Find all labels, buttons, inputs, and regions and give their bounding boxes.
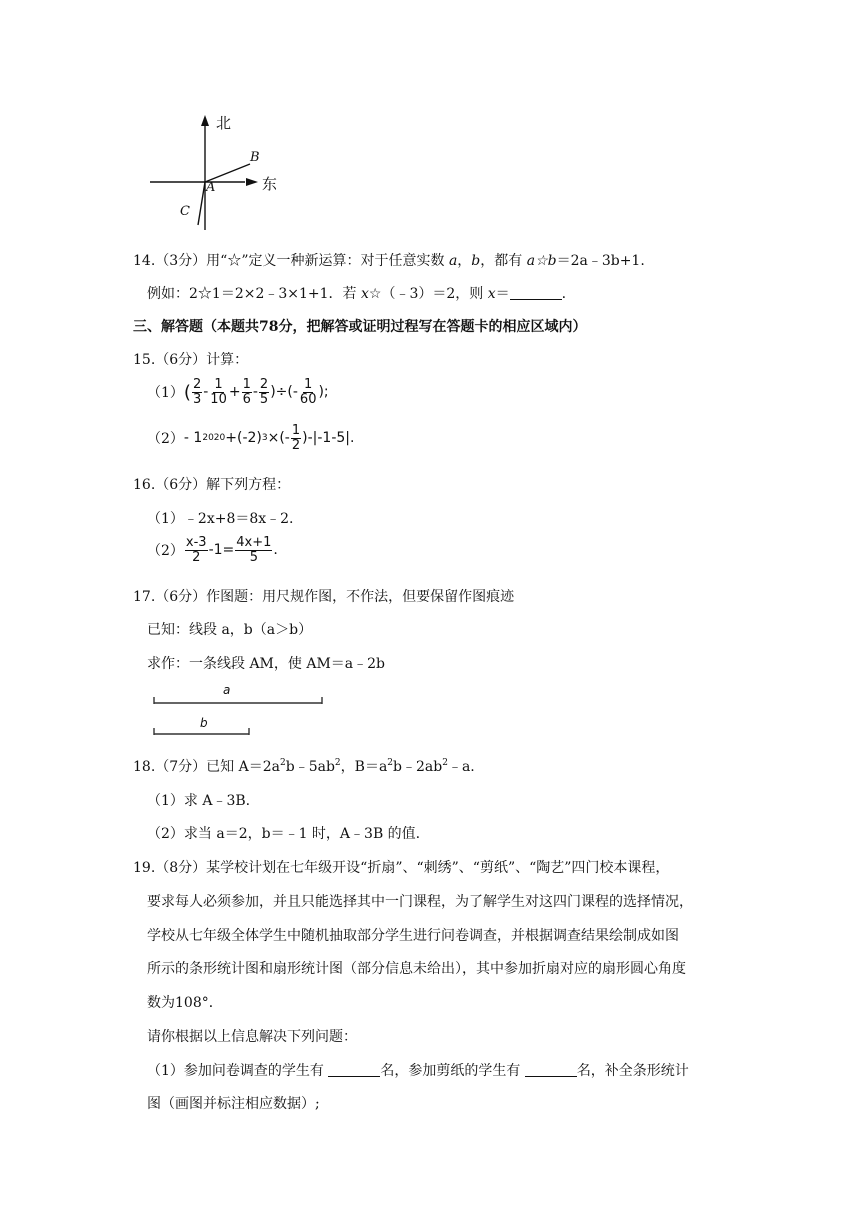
q19-line-5: 数为108°． (147, 995, 223, 1011)
q18-part2: （2）求当 a＝2，b＝﹣1 时，A﹣3B 的值. (147, 826, 421, 842)
q15-title: 15.（6分）计算： (133, 352, 249, 368)
q17-given: 已知：线段 a，b（a＞b） (147, 622, 313, 638)
q19-line-4: 所示的条形统计图和扇形统计图（部分信息未给出），其中参加折扇对应的扇形圆心角度 (147, 961, 686, 977)
q19-line-3: 学校从七年级全体学生中随机抽取部分学生进行问卷调查，并根据调查结果绘制成如图 (147, 928, 679, 944)
segment-a-label: a (223, 683, 231, 697)
q14-answer-blank[interactable] (510, 287, 562, 300)
q15-part2: （2） - 1 2020 +(-2) 3 ×(- $\frac{1}{2}$ )-|-1-5|. (147, 423, 355, 453)
point-a-label: A (206, 180, 216, 195)
q14-line2: 例如：2☆1＝2×2﹣3×1+1．若 x☆（﹣3）＝2，则 x＝ . (147, 286, 567, 302)
point-b-label: B (250, 150, 260, 165)
q18-part1: （1）求 A﹣3B. (147, 793, 251, 809)
q16-part1: （1）﹣2x+8＝8x﹣2. (147, 511, 294, 527)
east-label: 东 (262, 175, 278, 193)
section-3-heading: 三、解答题（本题共78分，把解答或证明过程写在答题卡的相应区域内） (133, 319, 587, 335)
q14-line1: 14.（3分）用“☆”定义一种新运算：对于任意实数 a，b，都有 a☆b＝2a﹣3b+1. (133, 253, 645, 269)
q19-blank-total[interactable] (328, 1064, 380, 1077)
q18-title: 18.（7分）已知 $A=2a^2b﹣5ab^2$，$B=a^2b﹣2ab^2﹣a$. (133, 758, 475, 775)
q19-part1-line2: 图（画图并标注相应数据）; (147, 1096, 320, 1112)
q17-find: 求作：一条线段 AM，使 AM＝a﹣2b (147, 656, 386, 672)
q19-prompt: 请你根据以上信息解决下列问题： (147, 1029, 357, 1045)
point-c-label: C (180, 204, 190, 219)
north-label: 北 (216, 114, 232, 132)
q15-part1: （1） ( $\frac{2}{3}$ - $\frac{1}{10}$ + $\frac{1}{6}$ - $\frac{2}{5}$ )÷(- $\frac{1}{60}$ ); (147, 377, 329, 407)
q19-blank-papercut[interactable] (525, 1064, 577, 1077)
q16-part2: （2） $\frac{x-3}{2}$ -1= $\frac{4x+1}{5}$ . (147, 535, 278, 565)
q19-line-1: 19.（8分）某学校计划在七年级开设“折扇”、“刺绣”、“剪纸”、“陶艺”四门校本课程， (133, 860, 670, 876)
segment-a (150, 694, 330, 708)
q17-title: 17.（6分）作图题：用尺规作图，不作法，但要保留作图痕迹 (133, 589, 515, 605)
segment-b-label: b (200, 716, 208, 730)
q19-line-2: 要求每人必须参加，并且只能选择其中一门课程，为了解学生对这四门课程的选择情况， (147, 894, 693, 910)
q19-part1: （1）参加问卷调查的学生有 名，参加剪纸的学生有 名，补全条形统计 (147, 1063, 689, 1079)
q16-title: 16.（6分）解下列方程： (133, 477, 291, 493)
